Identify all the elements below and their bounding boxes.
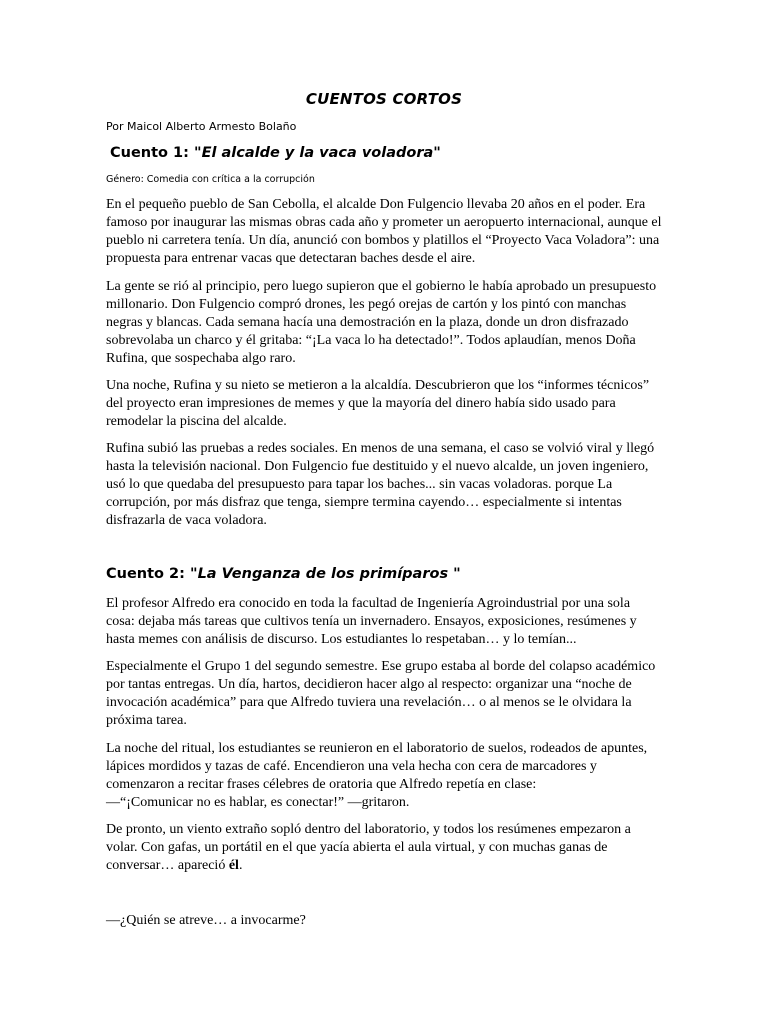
story-2-paragraph-4-end: . [238,858,243,873]
story-1-heading-suffix: " [433,145,441,161]
story-2-paragraph-3: La noche del ritual, los estudiantes se reunieron en el laboratorio de suelos, rodeados de apuntes, lápices mordidos y tazas de café. Encendieron una vela hecha con cera de marcadores y comenzaron a recitar frases célebres de oratoria que Alfredo repetía en clase: [106,741,648,792]
story-2-paragraph-2: Especialmente el Grupo 1 del segundo semestre. Ese grupo estaba al borde del colapso académico por tantas entregas. Un día, hartos, decidieron hacer algo al respecto: organizar una “noche de invocación académica” para que Alfredo tuviera una revelación… o al menos se le olvidara la próxima tarea. [106,659,656,728]
story-2-paragraph-1: El profesor Alfredo era conocido en toda la facultad de Ingeniería Agroindustrial por una sola cosa: dejaba más tareas que cultivos tenía un invernadero. Ensayos, exposiciones, resúmenes y hasta memes con análisis de discurso. Los estudiantes lo respetaban… y lo temían... [106,596,637,647]
story-2-heading-title: La Venganza de los primíparos [197,566,449,582]
story-1-paragraph-3: Una noche, Rufina y su nieto se metieron a la alcaldía. Descubrieron que los “informes técnicos” del proyecto eran impresiones de memes y que la mayoría del dinero había sido usado para remodelar la piscina del alcalde. [106,378,650,429]
story-1-heading-prefix: Cuento 1: " [110,145,202,161]
story-2-paragraph-4-text: De pronto, un viento extraño sopló dentro del laboratorio, y todos los resúmenes empezaron a volar. Con gafas, un portátil en el que yacía abierta el aula virtual, y con muchas ganas de conversar… apareció [106,822,631,873]
story-2-paragraph-4 [106,821,662,875]
story-2-heading-prefix: Cuento 2: " [106,566,198,582]
story-2-dialogue-1: —“¡Comunicar no es hablar, es conectar!” —gritaron. [106,795,410,810]
story-1-heading [110,145,441,161]
story-2-paragraph-4-bold: él [228,858,239,873]
story-2-heading [106,566,461,582]
document-title: CUENTOS CORTOS [305,90,463,108]
story-1-paragraph-2: La gente se rió al principio, pero luego supieron que el gobierno le había aprobado un presupuesto millonario. Don Fulgencio compró drones, les pegó orejas de cartón y los pintó con manchas negras y blancas. Cada semana hacía una demostración en la plaza, donde un dron disfrazado sobrevolaba un charco y él gritaba: “¡La vaca lo ha detectado!”. Todos aplaudían, menos Doña Rufina, que sospechaba algo raro. [106,279,657,366]
author-line: Por Maicol Alberto Armesto Bolaño [106,120,297,133]
story-1-paragraph-4: Rufina subió las pruebas a redes sociales. En menos de una semana, el caso se volvió viral y llegó hasta la televisión nacional. Don Fulgencio fue destituido y el nuevo alcalde, un joven ingeniero, usó lo que quedaba del presupuesto para tapar los baches... sin vacas voladoras. porque La corrupción, por más disfraz que tenga, siempre termina cayendo… especialmente si intentas disfrazarla de vaca voladora. [106,441,655,528]
story-2-heading-suffix: " [448,566,461,582]
story-1-paragraph-1: En el pequeño pueblo de San Cebolla, el alcalde Don Fulgencio llevaba 20 años en el poder. Era famoso por inaugurar las mismas obras cada año y prometer un aeropuerto internacional, aunque el pueblo ni carretera tenía. Un día, anunció con bombos y platillos el “Proyecto Vaca Voladora”: una propuesta para entrenar vacas que detectaran baches desde el aire. [106,197,662,266]
story-1-genre: Género: Comedia con crítica a la corrupción [106,174,315,185]
story-1-heading-title: El alcalde y la vaca voladora [201,145,434,161]
story-2-dialogue-2: —¿Quién se atreve… a invocarme? [106,913,306,928]
